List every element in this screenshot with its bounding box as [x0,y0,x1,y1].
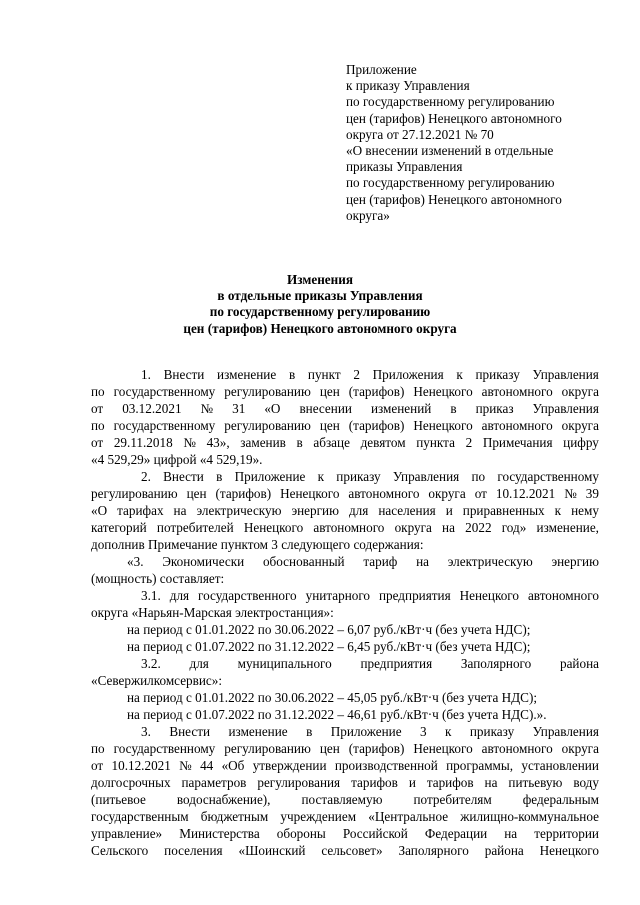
word: нему [571,503,599,518]
word: по [91,384,105,399]
body-line [91,400,599,417]
word: округа [394,520,432,535]
body-line [91,502,599,519]
word: к [456,367,463,382]
word: долгосрочных [91,775,171,790]
body-line: на период с 01.07.2022 по 31.12.2022 – 46,61 руб./кВт·ч (без учета НДС).». [127,707,547,722]
word: в [450,401,457,416]
word: потребителей [156,520,234,535]
word: регулированию [224,384,311,399]
word: района [559,656,599,671]
body-line [91,842,599,859]
word: изменение, [536,520,599,535]
word: государственному [497,469,599,484]
word: округа [428,486,466,501]
word: 2 [465,435,473,450]
word: № [183,435,196,450]
body-line: «Севержилкомсервис»: [91,673,223,688]
word: территории [534,826,599,841]
body-line: на период с 01.07.2022 по 31.12.2022 – 6,45 руб./кВт·ч (без учета НДС); [127,639,531,654]
word: приказу [475,367,520,382]
word: округа [561,741,599,756]
word: Заполярного [460,656,532,671]
word: от [91,435,104,450]
word: по [91,418,105,433]
word: регулирования [257,775,341,790]
word: приказу [336,469,381,484]
appendix-line: округа от 27.12.2021 № 70 [346,126,494,142]
body-line [91,774,599,791]
word: 3 [419,724,427,739]
word: абзаце [313,435,350,450]
word: приравненных [462,503,545,518]
word: к [445,724,452,739]
word: автономного [481,741,553,756]
word: 2. [141,469,151,484]
appendix-header-block [346,62,616,224]
body-line: (мощность) составляет: [91,571,225,586]
word: № [564,486,577,501]
body-line [91,519,599,536]
word: «О [91,503,108,518]
word: заменив [240,435,286,450]
appendix-line: к приказу Управления [346,78,470,94]
word: автономного [481,418,553,433]
word: 10.12.2021 [111,758,171,773]
appendix-line: округа» [346,207,390,223]
word: цен [186,486,207,501]
word: № [179,758,192,773]
word: приказу [469,724,515,739]
word: изменение [217,367,277,382]
word: установлении [521,758,599,773]
word: 29.11.2018 [113,435,173,450]
body-line [91,757,599,774]
word: «Шоинский [238,843,306,858]
word: Федерации [424,826,488,841]
body-line [91,553,599,570]
word: обоснованный [262,554,345,569]
word: к [317,469,325,484]
body-line [91,808,599,825]
word: поселения [164,843,223,858]
word: производственной [334,758,438,773]
word: на [484,775,498,790]
word: «Центральное [368,809,449,824]
appendix-line: по государственному регулированию [346,94,555,110]
word: от [474,486,487,501]
word: изменений [370,401,432,416]
body-line [91,791,599,808]
word: предприятия [378,588,451,603]
word: тарифах [117,503,164,518]
word: в [296,435,303,450]
word: муниципального [237,656,332,671]
appendix-line: цен (тарифов) Ненецкого автономного [346,110,562,126]
word: Управления [532,401,599,416]
word: государственного [198,588,297,603]
word: (тарифов) [348,741,405,756]
word: программы, [446,758,514,773]
word: сельсовет» [321,843,383,858]
word: (питьевое [91,792,146,807]
word: государственному [113,384,216,399]
word: Управления [532,724,599,739]
word: Приложение [234,469,306,484]
word: (тарифов) [348,418,405,433]
word: для [348,503,369,518]
body-line [91,417,599,434]
word: 2022 [465,520,492,535]
word: тарифов [351,775,398,790]
word: параметров [181,775,247,790]
body-line [91,825,599,842]
word: в [288,367,296,382]
word: водоснабжение), [176,792,271,807]
word: управление» [91,826,163,841]
body-line [91,434,599,451]
body-line [91,655,599,672]
word: Экономически [162,554,245,569]
word: регулированию [224,418,311,433]
word: регулированию [91,486,178,501]
word: для [169,588,190,603]
word: 03.12.2021 [122,401,182,416]
word: Ненецкого [459,588,519,603]
word: утверждении [252,758,327,773]
word: цифру [563,435,599,450]
word: регулированию [224,741,311,756]
word: энергию [551,554,599,569]
document-title [0,272,640,337]
word: электрическую [447,554,533,569]
word: Ненецкого [539,843,599,858]
word: Ненецкого [243,520,304,535]
word: жилищно-коммунальное [460,809,599,824]
word: девятом [360,435,406,450]
word: в [306,724,313,739]
body-line: «4 529,29» цифрой «4 529,19». [91,452,263,467]
word: по [91,741,105,756]
word: Заполярного [398,843,469,858]
appendix-line: «О внесении изменений в отдельные [346,143,554,159]
word: унитарного [305,588,371,603]
word: и [408,775,416,790]
word: внесении [299,401,352,416]
word: Приложение [330,724,402,739]
document-body [91,366,599,859]
word: учреждением [280,809,357,824]
word: тарифов [426,775,474,790]
word: Управления [392,469,460,484]
word: автономного [481,384,553,399]
title-line: в отдельные приказы Управления [217,288,423,304]
word: 3. [141,724,151,739]
word: федеральным [522,792,599,807]
word: 10.12.2021 [495,486,556,501]
word: округа [561,384,599,399]
word: изменение [228,724,288,739]
body-line: на период с 01.01.2022 по 30.06.2022 – 6,07 руб./кВт·ч (без учета НДС); [127,622,531,637]
appendix-line: по государственному регулированию [346,175,555,191]
body-line [91,383,599,400]
body-line [91,587,599,604]
word: к [554,503,562,518]
word: пункта [416,435,455,450]
word: Министерства [179,826,260,841]
word: Внести [163,367,205,382]
word: на [173,503,187,518]
appendix-line: Приложение [346,62,417,77]
title-line: Изменения [287,272,353,287]
word: «Об [221,758,245,773]
word: на [416,554,429,569]
word: 3.1. [141,588,161,603]
word: на [442,520,455,535]
word: обороны [276,826,326,841]
title-line: по государственному регулированию [209,304,431,320]
word: от [91,401,104,416]
word: Российской [342,826,408,841]
body-line [91,723,599,740]
word: населения [378,503,436,518]
body-line: на период с 01.01.2022 по 30.06.2022 – 45,05 руб./кВт·ч (без учета НДС); [127,690,537,705]
word: предприятия [360,656,433,671]
word: Ненецкого [413,384,473,399]
word: потребителям [413,792,492,807]
word: государственным [91,809,189,824]
body-line [91,468,599,485]
word: на [504,826,518,841]
word: Примечания [482,435,553,450]
word: (тарифов) [348,384,405,399]
body-line: дополнив Примечание пунктом 3 следующего содержания: [91,537,424,552]
word: по [471,469,486,484]
word: автономного [348,486,420,501]
word: 31 [232,401,246,416]
word: района [484,843,524,858]
word: цен [319,741,340,756]
word: государственному [113,741,216,756]
word: воду [573,775,599,790]
word: Внести [169,724,211,739]
word: приказ [475,401,514,416]
word: Управления [532,367,599,382]
word: в [216,469,223,484]
word: Приложения [372,367,444,382]
word: 43», [206,435,230,450]
word: год» [501,520,527,535]
word: поставляемую [301,792,383,807]
word: 44 [200,758,214,773]
word: категорий [91,520,147,535]
word: пункт [307,367,341,382]
word: автономного [313,520,385,535]
word: 3.2. [141,656,161,671]
word: округа [561,418,599,433]
word: Ненецкого [280,486,340,501]
word: электрическую [196,503,282,518]
word: энергию [291,503,339,518]
body-line [91,485,599,502]
word: «О [264,401,281,416]
appendix-line: приказы Управления [346,159,463,175]
word: 39 [585,486,599,501]
word: «3. [127,554,144,569]
word: автономного [527,588,599,603]
word: тариф [363,554,398,569]
word: № [200,401,214,416]
word: Внести [163,469,204,484]
word: Сельского [91,843,149,858]
word: цен [319,384,340,399]
word: и [445,503,453,518]
word: 2 [353,367,360,382]
word: государственному [113,418,216,433]
body-line [91,740,599,757]
title-line: цен (тарифов) Ненецкого автономного округа [183,320,457,336]
word: 1. [141,367,151,382]
appendix-line: цен (тарифов) Ненецкого автономного [346,191,562,207]
body-line: округа «Нарьян-Марская электростанция»: [91,605,334,620]
word: от [91,758,104,773]
word: Ненецкого [413,741,473,756]
word: (тарифов) [215,486,272,501]
word: цен [319,418,340,433]
body-line [91,366,599,383]
word: для [189,656,209,671]
word: Ненецкого [413,418,473,433]
word: питьевую [508,775,563,790]
word: бюджетным [200,809,269,824]
